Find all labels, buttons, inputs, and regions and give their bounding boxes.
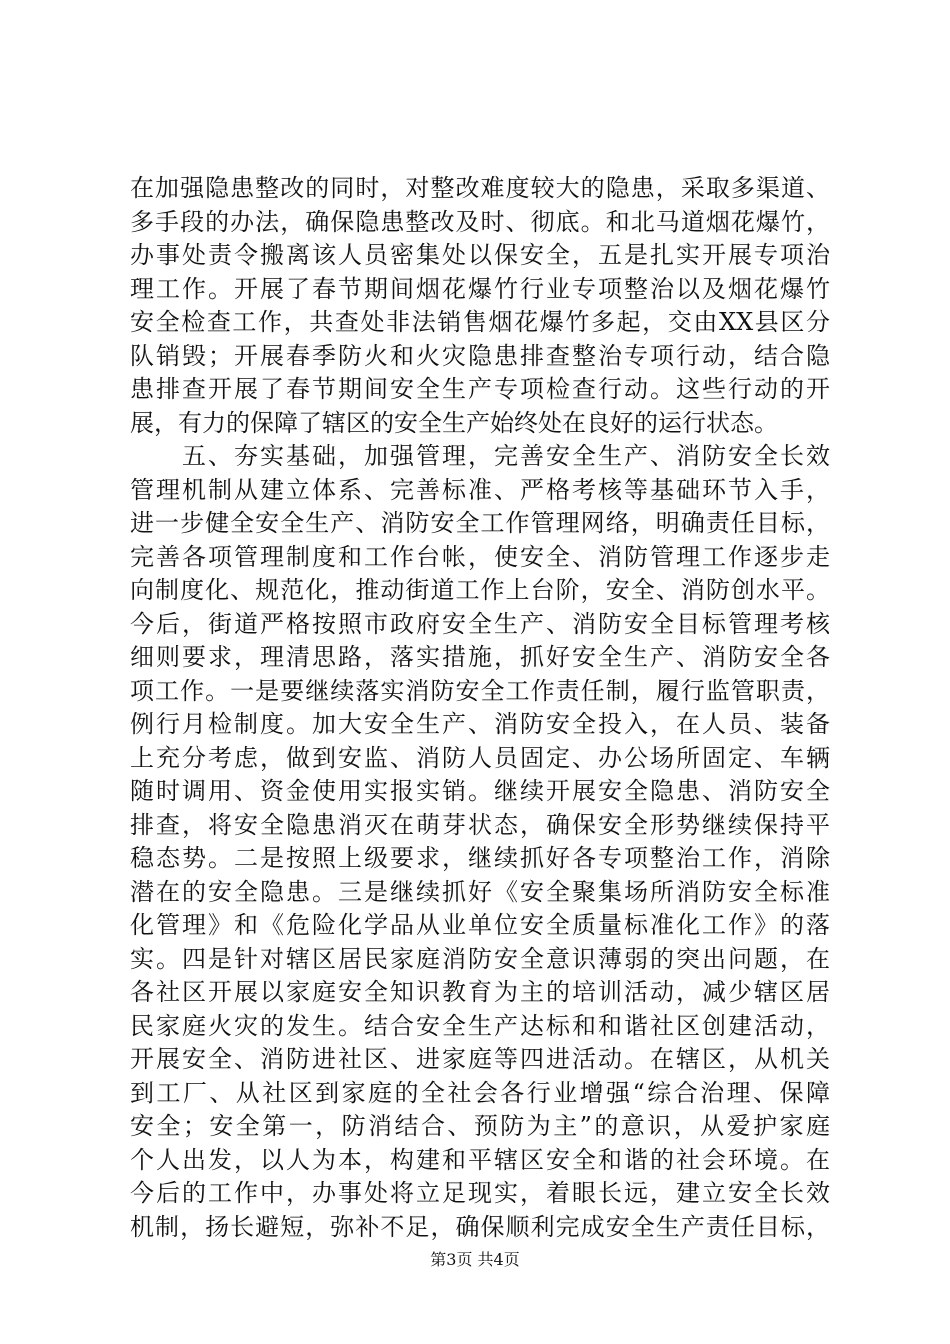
text-line: 潜在的安全隐患。三是继续抓好《安全聚集场所消防安全标准 (130, 877, 830, 906)
text-line: 多手段的办法，确保隐患整改及时、彻底。和北马道烟花爆竹， (130, 207, 830, 236)
text-line: 到工厂、从社区到家庭的全社会各行业增强“综合治理、保障 (130, 1078, 830, 1107)
text-line: 办事处责令搬离该人员密集处以保安全，五是扎实开展专项治 (130, 241, 830, 269)
text-line: 向制度化、规范化，推动街道工作上台阶，安全、消防创水平。 (130, 576, 830, 604)
text-line: 细则要求，理清思路，落实措施，抓好安全生产、消防安全各 (130, 643, 830, 671)
text-line: 理工作。开展了春节期间烟花爆竹行业专项整治以及烟花爆竹 (130, 274, 830, 303)
text-line: 个人出发，以人为本，构建和平辖区安全和谐的社会环境。在 (130, 1145, 830, 1174)
text-line: 五、夯实基础，加强管理，完善安全生产、消防安全长效 (130, 442, 830, 470)
text-line: 随时调用、资金使用实报实销。继续开展安全隐患、消防安全 (130, 777, 830, 805)
text-line: 安全；安全第一，防消结合、预防为主”的意识，从爱护家庭 (130, 1112, 830, 1140)
text-line: 开展安全、消防进社区、进家庭等四进活动。在辖区，从机关 (130, 1045, 830, 1073)
text-line: 项工作。一是要继续落实消防安全工作责任制，履行监管职责， (130, 676, 830, 705)
text-line: 患排查开展了春节期间安全生产专项检查行动。这些行动的开 (130, 375, 830, 403)
text-line: 化管理》和《危险化学品从业单位安全质量标准化工作》的落 (130, 911, 830, 939)
text-line: 排查，将安全隐患消灭在萌芽状态，确保安全形势继续保持平 (130, 810, 830, 839)
body-text (130, 172, 830, 1244)
text-line: 民家庭火灾的发生。结合安全生产达标和和谐社区创建活动， (130, 1011, 830, 1040)
text-line: 上充分考虑，做到安监、消防人员固定、办公场所固定、车辆 (130, 743, 830, 772)
text-line: 今后，街道严格按照市政府安全生产、消防安全目标管理考核 (130, 609, 830, 638)
text-line: 实。四是针对辖区居民家庭消防安全意识薄弱的突出问题，在 (130, 944, 830, 973)
text-line: 机制，扬长避短，弥补不足，确保顺利完成安全生产责任目标， (130, 1212, 830, 1241)
text-line: 进一步健全安全生产、消防安全工作管理网络，明确责任目标， (130, 509, 830, 537)
text-line: 安全检查工作，共查处非法销售烟花爆竹多起，交由XX县区分 (130, 308, 830, 336)
page-number-footer: 第3页 共4页 (430, 1250, 520, 1269)
text-line: 各社区开展以家庭安全知识教育为主的培训活动，减少辖区居 (130, 978, 830, 1006)
text-line: 今后的工作中，办事处将立足现实，着眼长远，建立安全长效 (130, 1179, 830, 1207)
text-line: 在加强隐患整改的同时，对整改难度较大的隐患，采取多渠道、 (130, 174, 830, 202)
text-line: 完善各项管理制度和工作台帐，使安全、消防管理工作逐步走 (130, 542, 830, 571)
text-line: 队销毁；开展春季防火和火灾隐患排查整治专项行动，结合隐 (130, 341, 830, 370)
text-line: 例行月检制度。加大安全生产、消防安全投入，在人员、装备 (130, 710, 830, 738)
text-line: 展，有力的保障了辖区的安全生产始终处在良好的运行状态。 (130, 408, 778, 437)
text-line: 管理机制从建立体系、完善标准、严格考核等基础环节入手， (130, 475, 830, 504)
text-line: 稳态势。二是按照上级要求，继续抓好各专项整治工作，消除 (130, 844, 830, 872)
